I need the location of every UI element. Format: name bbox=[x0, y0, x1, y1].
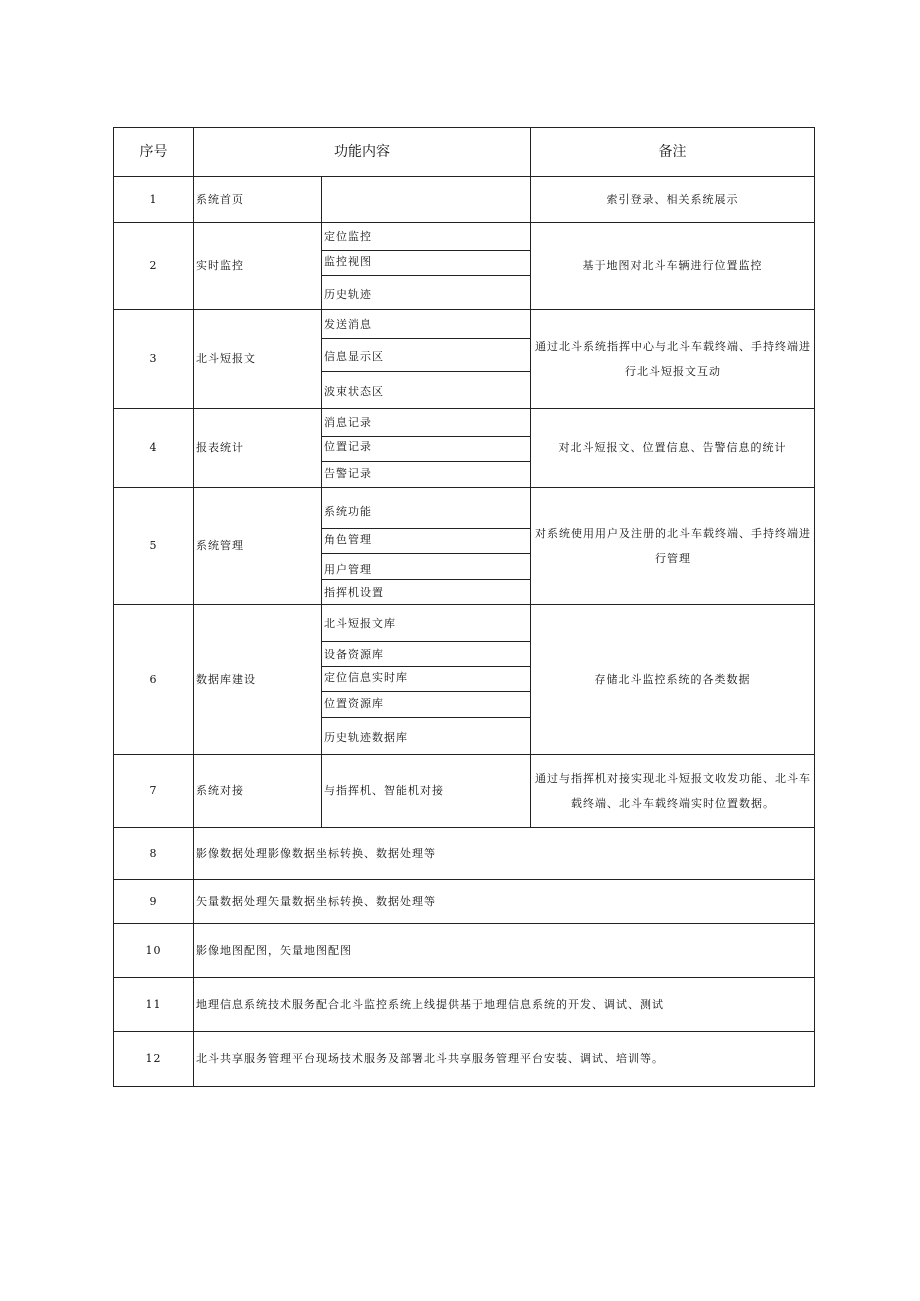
row-remark: 对系统使用用户及注册的北斗车载终端、手持终端进行管理 bbox=[535, 526, 811, 565]
function-table bbox=[113, 127, 815, 1087]
row-number: 5 bbox=[149, 539, 158, 552]
row-remark: 索引登录、相关系统展示 bbox=[606, 192, 739, 206]
sub-divider bbox=[321, 553, 530, 554]
row-name: 系统首页 bbox=[196, 192, 244, 206]
header-remark: 备注 bbox=[658, 143, 687, 160]
row-number: 2 bbox=[149, 259, 158, 272]
row-text: 影像数据处理影像数据坐标转换、数据处理等 bbox=[196, 846, 436, 860]
sub-item: 位置资源库 bbox=[324, 697, 384, 710]
header-seq: 序号 bbox=[139, 143, 168, 160]
row-number: 7 bbox=[149, 784, 158, 797]
sub-item: 发送消息 bbox=[324, 317, 372, 331]
sub-item: 监控视图 bbox=[324, 255, 372, 268]
sub-item: 历史轨迹数据库 bbox=[324, 730, 408, 744]
sub-item: 波束状态区 bbox=[324, 384, 384, 398]
sub-item: 定位信息实时库 bbox=[324, 671, 408, 684]
row-remark: 基于地图对北斗车辆进行位置监控 bbox=[582, 259, 763, 272]
sub-item: 用户管理 bbox=[324, 563, 372, 576]
sub-item: 与指挥机、智能机对接 bbox=[324, 784, 444, 797]
sub-item: 历史轨迹 bbox=[324, 287, 372, 301]
row-number: 11 bbox=[145, 997, 162, 1011]
header-content: 功能内容 bbox=[334, 143, 390, 160]
sub-item: 北斗短报文库 bbox=[324, 616, 396, 630]
sub-item: 角色管理 bbox=[324, 532, 372, 546]
row-remark: 通过北斗系统指挥中心与北斗车载终端、手持终端进行北斗短报文互动 bbox=[535, 339, 811, 378]
row-name: 系统对接 bbox=[196, 784, 244, 797]
sub-item: 定位监控 bbox=[324, 230, 372, 243]
row-name: 北斗短报文 bbox=[196, 352, 256, 365]
sub-item: 位置记录 bbox=[324, 440, 372, 453]
sub-divider bbox=[321, 371, 530, 372]
sub-item: 指挥机设置 bbox=[324, 585, 384, 599]
row-name: 数据库建设 bbox=[196, 672, 256, 686]
row-text: 地理信息系统技术服务配合北斗监控系统上线提供基于地理信息系统的开发、调试、测试 bbox=[196, 997, 664, 1011]
sub-item: 系统功能 bbox=[324, 504, 372, 518]
row-number: 9 bbox=[149, 894, 158, 908]
sub-item: 告警记录 bbox=[324, 466, 372, 480]
sub-divider bbox=[321, 717, 530, 718]
sub-divider bbox=[321, 275, 530, 276]
sub-item: 设备资源库 bbox=[324, 647, 384, 661]
row-name: 系统管理 bbox=[196, 539, 244, 552]
row-text: 北斗共享服务管理平台现场技术服务及部署北斗共享服务管理平台安装、调试、培训等。 bbox=[196, 1052, 664, 1065]
row-name: 报表统计 bbox=[196, 441, 244, 454]
sub-divider bbox=[321, 338, 530, 339]
row-text: 影像地图配图，矢量地图配图 bbox=[196, 943, 352, 957]
row-number: 12 bbox=[145, 1052, 162, 1065]
row-remark: 对北斗短报文、位置信息、告警信息的统计 bbox=[558, 441, 787, 454]
row-number: 1 bbox=[149, 192, 158, 206]
row-number: 4 bbox=[149, 441, 158, 454]
row-number: 3 bbox=[149, 352, 158, 365]
sub-item: 信息显示区 bbox=[324, 349, 384, 363]
row-number: 10 bbox=[145, 943, 162, 957]
sub-item: 消息记录 bbox=[324, 416, 372, 429]
row-name: 实时监控 bbox=[196, 259, 244, 272]
row-text: 矢量数据处理矢量数据坐标转换、数据处理等 bbox=[196, 894, 436, 908]
row-remark: 通过与指挥机对接实现北斗短报文收发功能、北斗车载终端、北斗车载终端实时位置数据。 bbox=[535, 771, 811, 810]
row-number: 6 bbox=[149, 672, 158, 686]
row-remark: 存储北斗监控系统的各类数据 bbox=[594, 672, 751, 686]
row-number: 8 bbox=[149, 846, 158, 860]
